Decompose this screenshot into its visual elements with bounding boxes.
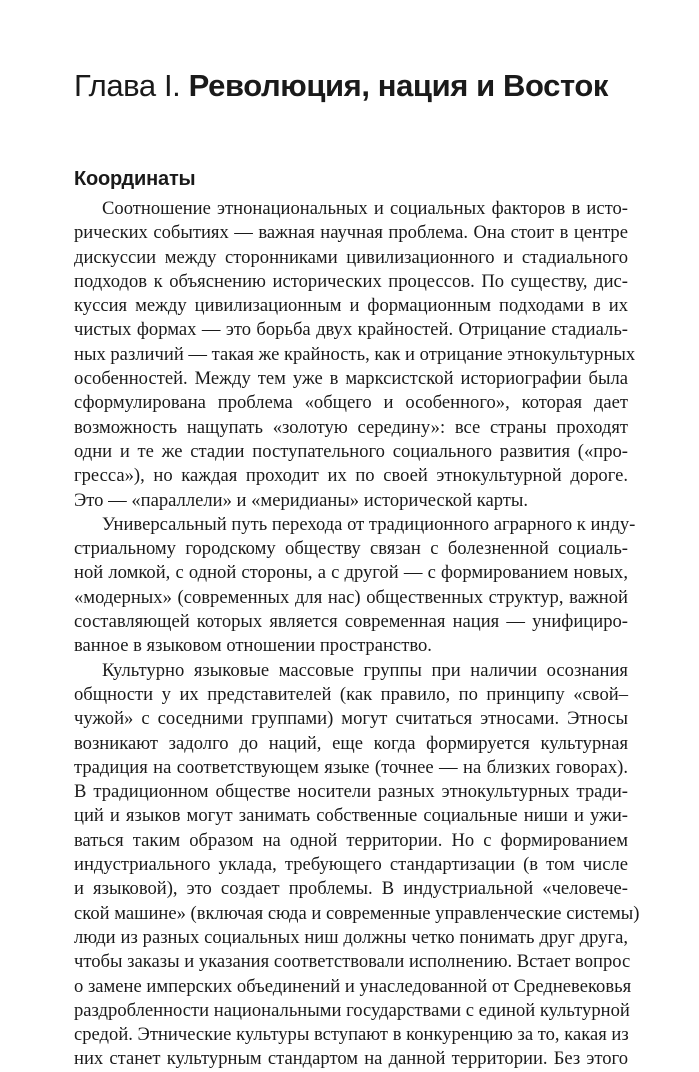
text-line: стриальному городскому обществу связан с болезненной социаль- (74, 538, 628, 560)
text-line: и языковой), это создает проблемы. В индустриальной «человече- (74, 878, 628, 900)
text-line: о замене имперских объединений и унаследованной от Средневековья (74, 975, 632, 997)
text-line: средой. Этнические культуры вступают в конкуренцию за то, какая из (74, 1024, 629, 1046)
text-line: рических событиях — важная научная проблема. Она стоит в центре (74, 222, 628, 244)
text-line: традиция на соответствующем языке (точнее — на близких говорах). (74, 756, 628, 778)
text-line: ской машине» (включая сюда и современные управленческие системы) (74, 902, 640, 924)
text-line: общности у их представителей (как правило, по принципу «свой– (74, 683, 628, 705)
text-line: ных различий — такая же крайность, как и отрицание этнокультурных (74, 343, 636, 365)
text-line: составляющей которых является современная нация — унифициро- (74, 611, 628, 633)
section-heading: Координаты (74, 168, 196, 190)
text-line: гресса»), но каждая проходит их по своей этнокультурной дороге. (74, 465, 628, 487)
text-line: ваться таким образом на одной территории. Но с формированием (74, 829, 628, 851)
chapter-title-text: Революция, нация и Восток (188, 68, 608, 103)
text-line: ной ломкой, с одной стороны, а с другой — с формированием новых, (74, 562, 628, 584)
text-line: чужой» с соседними группами) могут считаться этносами. Этносы (74, 708, 628, 730)
body-text (74, 197, 640, 1072)
text-line: люди из разных социальных ниш должны четко понимать друг друга, (74, 926, 628, 948)
text-line: одни и те же стадии поступательного социального развития («про- (74, 440, 628, 462)
text-line: Универсальный путь перехода от традиционного аграрного к инду- (102, 513, 636, 535)
text-line: сформулирована проблема «общего и особенного», которая дает (74, 392, 628, 414)
text-line: Соотношение этнонациональных и социальных факторов в исто- (102, 198, 628, 219)
text-line: В традиционном обществе носители разных этнокультурных тради- (74, 781, 628, 803)
paragraph (74, 659, 640, 1072)
paragraph (74, 513, 636, 659)
text-line: них станет культурным стандартом на данной территории. Без этого (74, 1048, 628, 1070)
paragraph (74, 197, 636, 513)
text-line: чистых формах — это борьба двух крайностей. Отрицание стадиаль- (74, 319, 628, 341)
text-line: «модерных» (современных для нас) общественных структур, важной (74, 586, 628, 608)
text-line: возникают задолго до наций, еще когда формируется культурная (74, 732, 628, 754)
text-line: индустриального уклада, требующего стандартизации (в том числе (74, 854, 628, 876)
text-line: куссия между цивилизационным и формационным подходами в их (74, 295, 628, 317)
text-line: подходов к объяснению исторических процессов. По существу, дис- (74, 270, 628, 292)
text-line: раздробленности национальными государствами с единой культурной (74, 999, 630, 1021)
text-line: Это — «параллели» и «меридианы» исторической карты. (74, 489, 529, 511)
text-line: дискуссии между сторонниками цивилизационного и стадиального (74, 246, 628, 268)
text-line: ций и языков могут занимать собственные социальные ниши и ужи- (74, 805, 628, 827)
text-line: Культурно языковые массовые группы при наличии осознания (102, 659, 628, 681)
text-line: чтобы заказы и указания соответствовали исполнению. Встает вопрос (74, 951, 631, 973)
text-line: возможность нащупать «золотую середину»: все страны проходят (74, 416, 628, 438)
text-line: особенностей. Между тем уже в марксистской историографии была (74, 368, 628, 390)
chapter-prefix: Глава I. (74, 68, 181, 103)
chapter-title (74, 66, 608, 106)
text-line: ванное в языковом отношении пространство. (74, 635, 432, 657)
